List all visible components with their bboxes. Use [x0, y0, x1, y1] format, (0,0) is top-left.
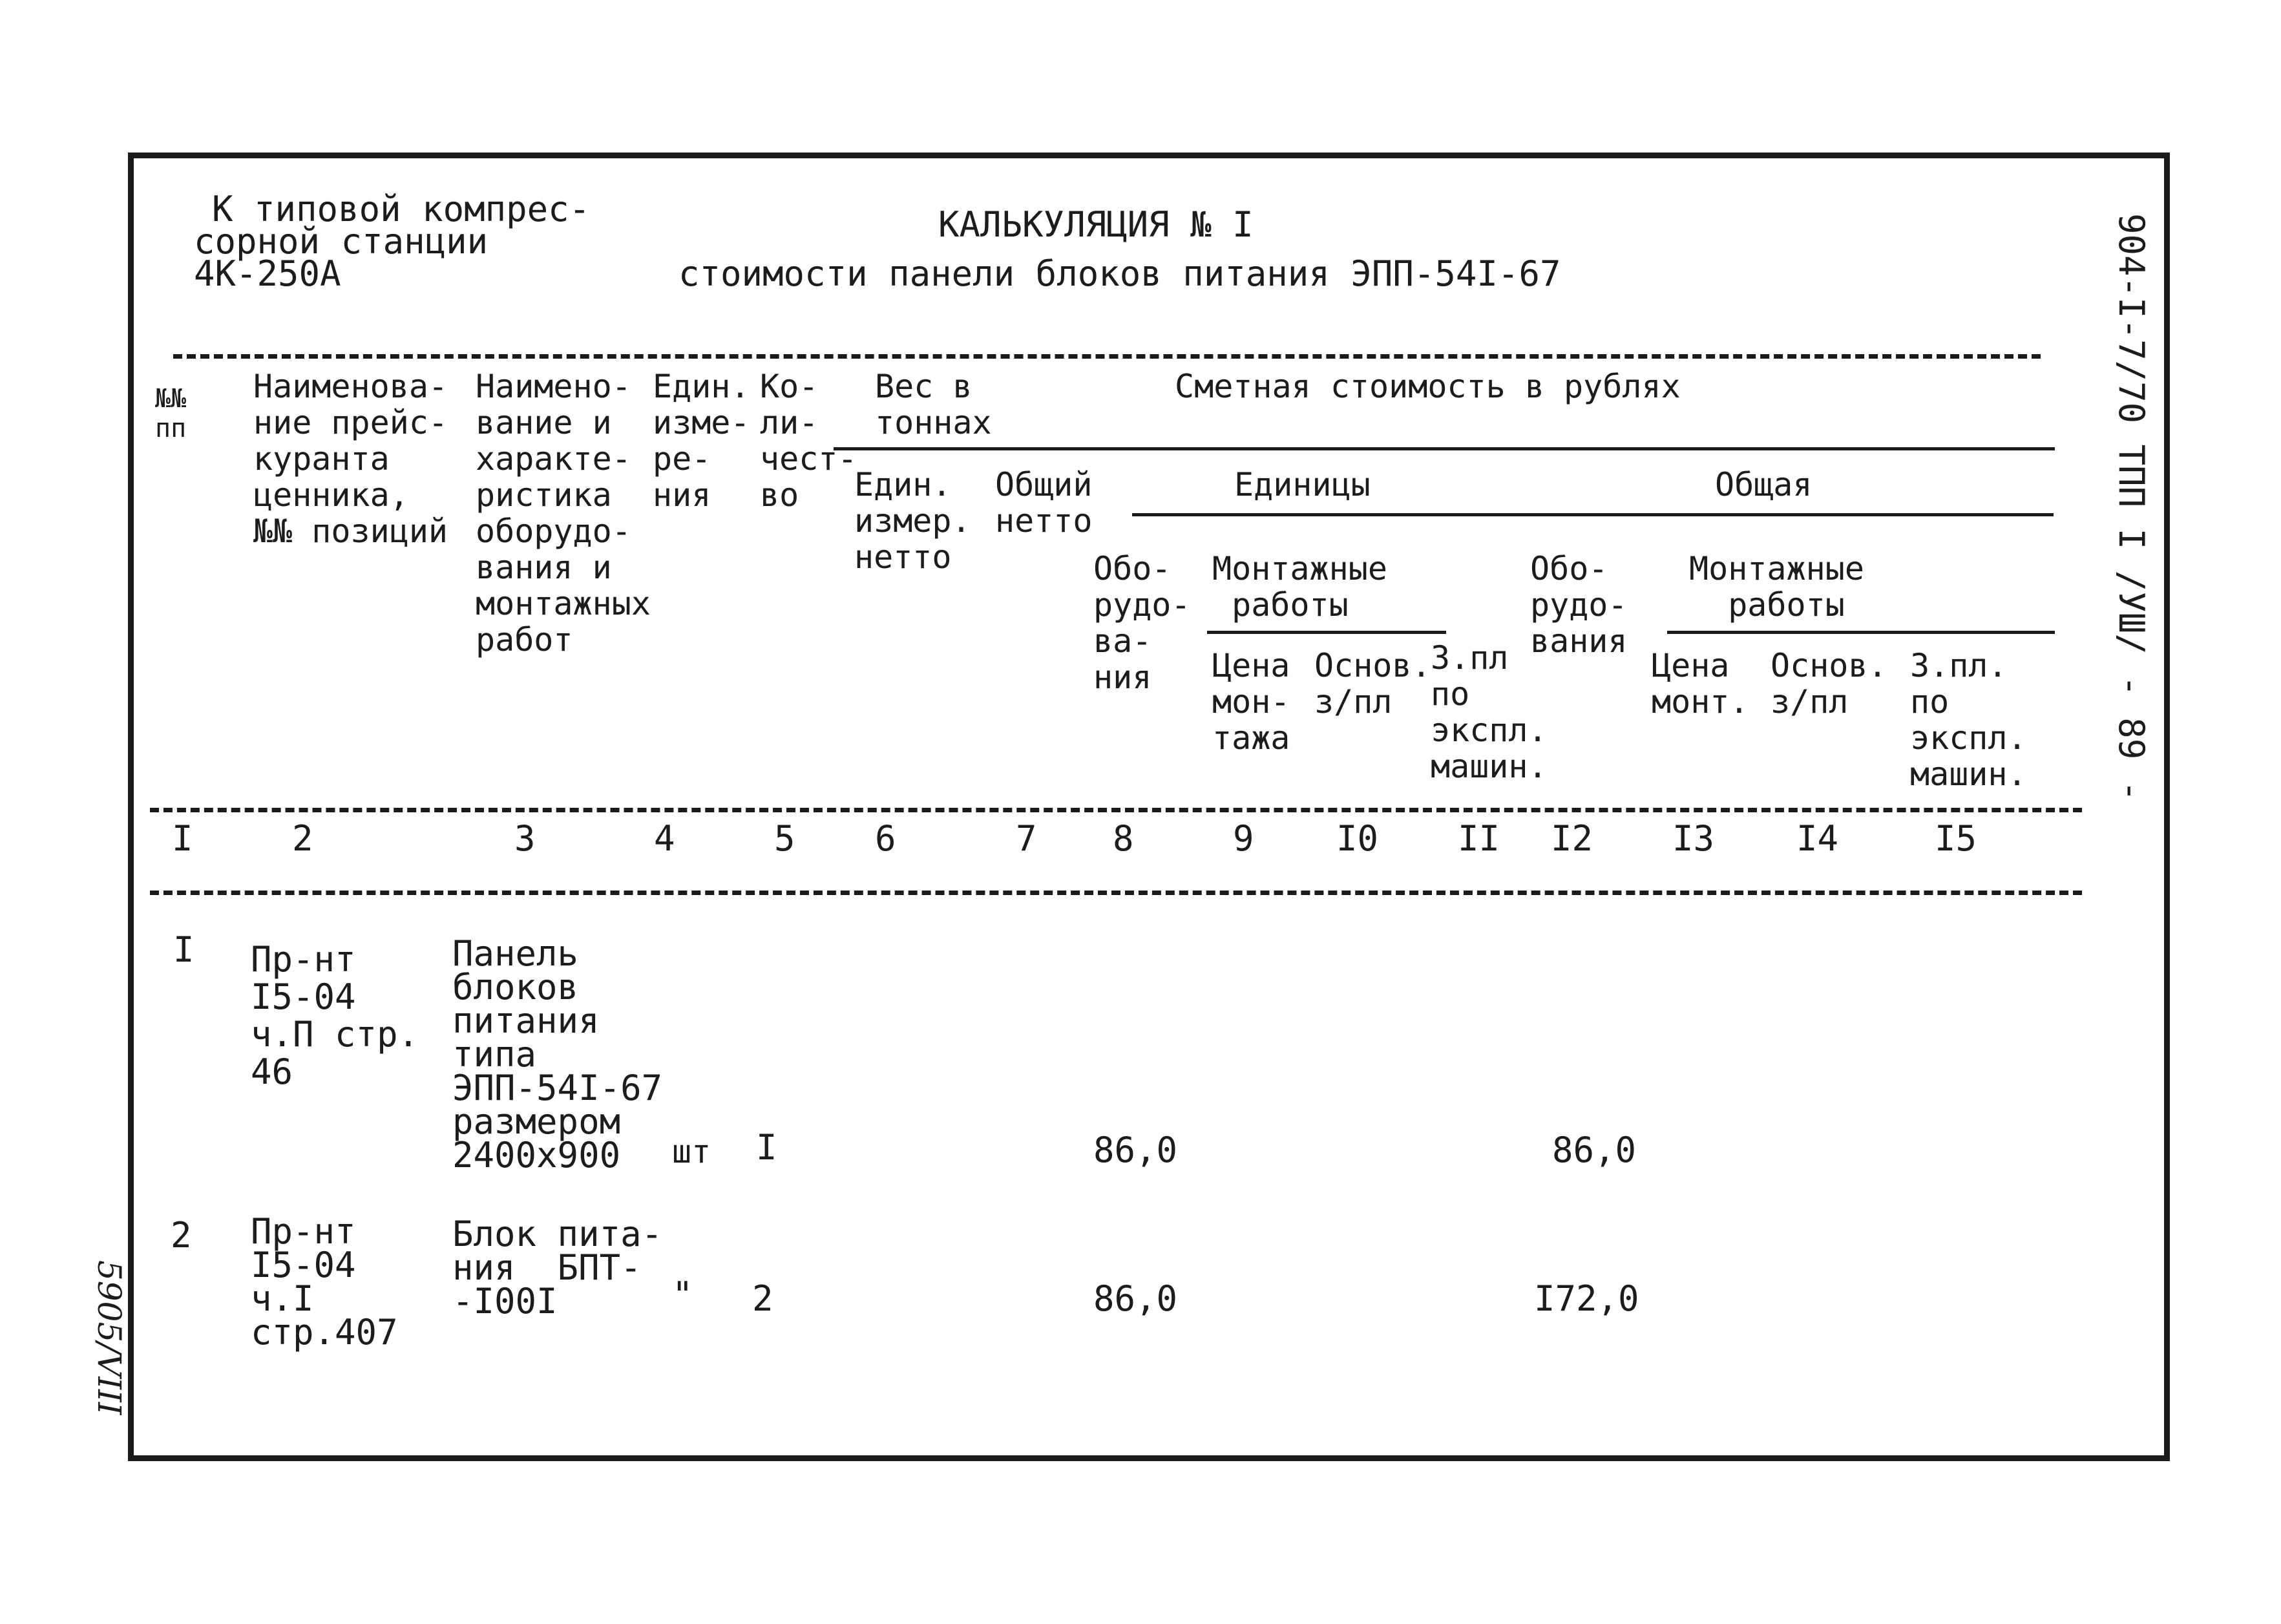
col-number-15: I5: [1935, 818, 1977, 859]
col-header-weight-group: Вес в тоннах: [875, 368, 992, 441]
document-title: КАЛЬКУЛЯЦИЯ № I: [938, 204, 1254, 245]
row-2-description: Блок пита- ния БПТ- -I00I: [452, 1214, 663, 1322]
header-left-line-3: 4К-250А: [194, 253, 341, 294]
row-1-qty: I: [756, 1127, 777, 1168]
rule-under-mount-total: [1667, 631, 2055, 634]
col-header-machine-wage: З.пл по экспл. машин.: [1431, 639, 1548, 785]
col-number-5: 5: [774, 818, 795, 859]
row-1-description: Панель блоков питания типа ЭПП-54I-67 размером 2400х900: [452, 933, 663, 1176]
col-header-base-wage: Основ. з/пл: [1314, 647, 1431, 721]
col-number-12: I2: [1551, 818, 1593, 859]
col-number-4: 4: [654, 818, 675, 859]
col-number-2: 2: [292, 818, 313, 859]
col-header-price-ref: Наименова- ние прейс- куранта ценника, №№ позиций: [253, 368, 448, 550]
col-header-mount-price-total: Цена монт.: [1652, 647, 1749, 721]
row-2-equip-unit: 86,0: [1093, 1278, 1178, 1319]
col-number-14: I4: [1796, 818, 1839, 859]
header-left-line-2: сорной станции: [194, 221, 489, 262]
col-header-equip-unit: Обо- рудо- ва- ния: [1093, 550, 1191, 696]
handwritten-stamp: 5905/VIII: [90, 1260, 128, 1415]
rule-under-mount-units: [1207, 631, 1446, 634]
rule-under-units-total: [1132, 513, 2054, 516]
col-number-1: I: [172, 818, 193, 859]
col-number-10: I0: [1336, 818, 1379, 859]
col-header-units-group: Единицы: [1234, 466, 1371, 503]
row-2-number: 2: [171, 1215, 192, 1256]
top-dashed-rule: [173, 354, 2041, 359]
col-header-unit-net: Един. измер. нетто: [854, 466, 971, 576]
side-document-code: 904-I-7/70 ТПП I /УШ/ - 89 -: [2111, 213, 2152, 802]
col-number-9: 9: [1233, 818, 1254, 859]
document-frame: [128, 153, 2170, 1461]
col-header-total-group: Общая: [1715, 466, 1813, 503]
row-1-equip-unit: 86,0: [1093, 1130, 1178, 1170]
row-1-equip-total: 86,0: [1552, 1130, 1637, 1170]
col-number-3: 3: [514, 818, 536, 859]
col-header-num: №№ пп: [155, 384, 187, 443]
col-number-11: II: [1458, 818, 1500, 859]
row-1-price-ref: Пр-нт I5-04 ч.П стр. 46: [251, 939, 419, 1092]
row-2-qty: 2: [752, 1278, 773, 1319]
col-header-unit: Един. изме- ре- ния: [653, 368, 750, 514]
row-2-equip-total: I72,0: [1534, 1278, 1639, 1319]
header-left-line-1: К типовой компрес-: [212, 189, 591, 229]
document-subtitle: стоимости панели блоков питания ЭПП-54I-67: [678, 253, 1561, 294]
col-number-7: 7: [1016, 818, 1037, 859]
rule-below-column-numbers: [150, 891, 2082, 895]
col-header-base-wage-total: Основ. з/пл: [1771, 647, 1887, 721]
col-header-equip-total: Обо- рудо- вания: [1530, 550, 1628, 660]
row-1-unit: шт: [672, 1133, 711, 1170]
rule-above-column-numbers: [150, 808, 2082, 812]
col-header-total-net: Общий нетто: [995, 466, 1093, 540]
col-number-8: 8: [1113, 818, 1134, 859]
col-header-mount-units: Монтажные работы: [1212, 550, 1387, 624]
col-header-mount-total: Монтажные работы: [1689, 550, 1864, 624]
col-number-6: 6: [875, 818, 896, 859]
col-header-machine-wage-total: З.пл. по экспл. машин.: [1910, 647, 2027, 793]
col-number-13: I3: [1672, 818, 1715, 859]
col-header-mount-price: Цена мон- тажа: [1212, 647, 1290, 757]
row-1-number: I: [173, 929, 194, 970]
row-2-unit: ": [672, 1274, 693, 1315]
row-2-price-ref: Пр-нт I5-04 ч.I стр.407: [251, 1211, 398, 1353]
col-header-cost-group: Сметная стоимость в рублях: [1175, 368, 1681, 405]
rule-under-weight-cost: [834, 447, 2055, 450]
col-header-description: Наимено- вание и характе- ристика оборудо- вания и монтажных работ: [476, 368, 651, 659]
col-header-qty: Ко- ли- чест- во: [760, 368, 857, 514]
